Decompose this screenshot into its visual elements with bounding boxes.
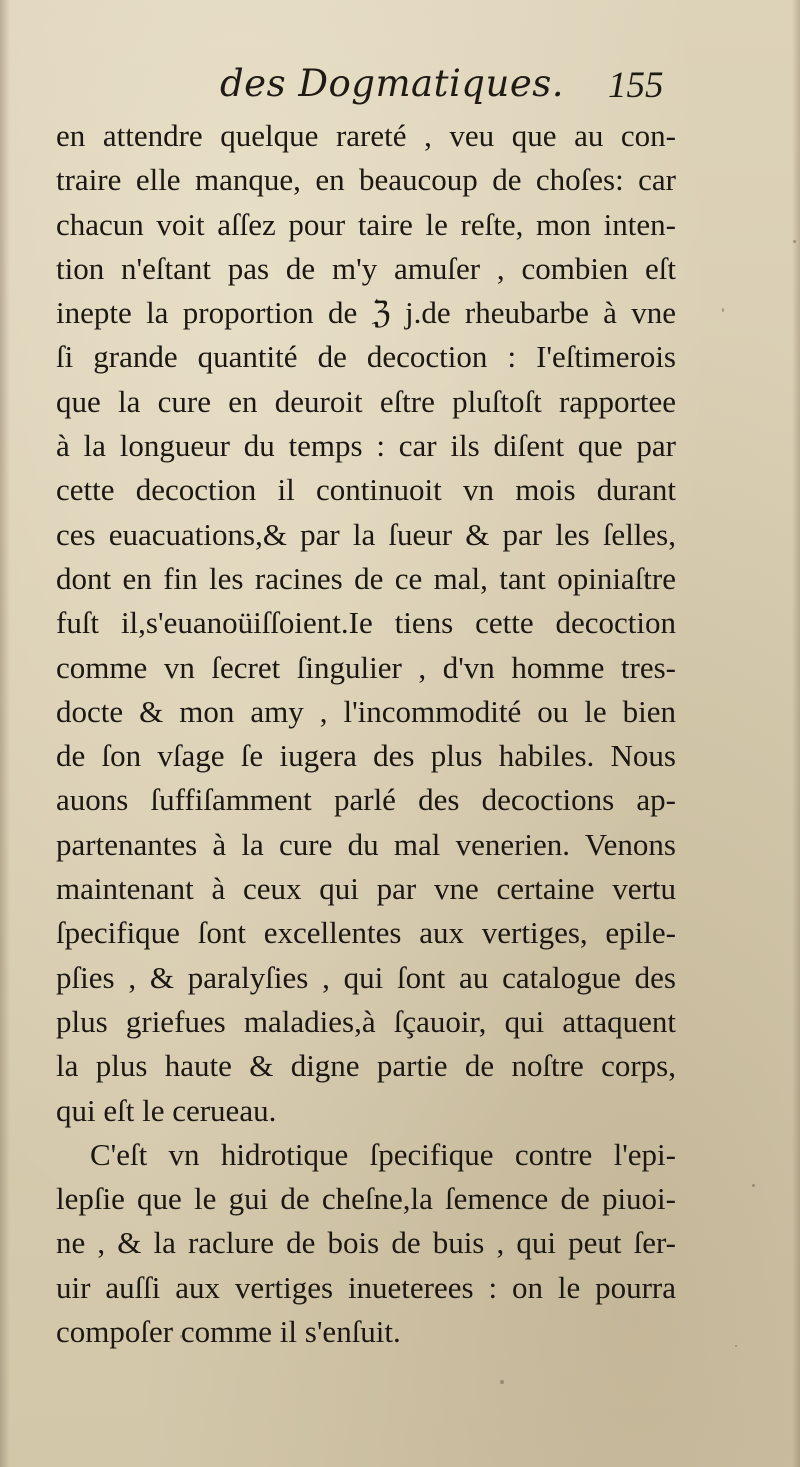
text-line: docte & mon amy , l'incommodité ou le bien (56, 693, 676, 729)
text-line: ſi grande quantité de decoction : I'eſtimerois (56, 339, 676, 375)
page-edge-shadow-right (792, 0, 800, 1467)
text-line: ces euacuations,& par la ſueur & par les ſelles, (56, 516, 676, 552)
text-line: ne , & la raclure de bois de buis , qui peut ſer- (56, 1225, 676, 1261)
text-line: inepte la proportion de ℨ j.de rheubarbe à vne (56, 295, 676, 331)
body-text (56, 114, 676, 1354)
text-line: plus griefues maladies,à ſçauoir, qui attaquent (56, 1003, 676, 1039)
text-line: ſpecifique ſont excellentes aux vertiges, epile- (56, 915, 676, 951)
text-line-paragraph-end: compoſer comme il s'enſuit. (56, 1314, 401, 1350)
text-line: de ſon vſage ſe iugera des plus habiles. Nous (56, 738, 676, 774)
text-line: cette decoction il continuoit vn mois durant (56, 472, 676, 508)
text-line: partenantes à la cure du mal venerien. Venons (56, 826, 676, 862)
text-line: lepſie que le gui de cheſne,la ſemence de piuoi- (56, 1181, 676, 1217)
text-line: maintenant à ceux qui par vne certaine vertu (56, 871, 676, 907)
text-line: fuſt il,s'euanoüiſſoient.Ie tiens cette decoction (56, 605, 676, 641)
text-line-paragraph-start: C'eſt vn hidrotique ſpecifique contre l'epi- (90, 1136, 676, 1172)
text-line: à la longueur du temps : car ils diſent que par (56, 428, 676, 464)
text-line: uir auſſi aux vertiges inueterees : on le pourra (56, 1269, 676, 1305)
text-line: la plus haute & digne partie de noſtre corps, (56, 1048, 676, 1084)
text-line: que la cure en deuroit eſtre pluſtoſt rapportee (56, 383, 676, 419)
running-head: des Dogmatiques. (220, 62, 564, 105)
text-line: chacun voit aſſez pour taire le reſte, mon inten- (56, 206, 676, 242)
text-line-paragraph-end: qui eſt le cerueau. (56, 1092, 277, 1128)
page-number: 155 (608, 65, 664, 106)
text-line: traire elle manque, en beaucoup de choſes: car (56, 162, 676, 198)
text-line: dont en fin les racines de ce mal, tant opiniaſtre (56, 560, 676, 596)
text-line: en attendre quelque rareté , veu que au con- (56, 118, 676, 153)
text-line: comme vn ſecret ſingulier , d'vn homme tres- (56, 649, 676, 685)
text-line: auons ſuffiſamment parlé des decoctions ap- (56, 782, 676, 818)
text-line: tion n'eſtant pas de m'y amuſer , combien eſt (56, 250, 676, 286)
page-edge-shadow-left (0, 0, 10, 1467)
text-line: pſies , & paralyſies , qui ſont au catalogue des (56, 959, 676, 995)
